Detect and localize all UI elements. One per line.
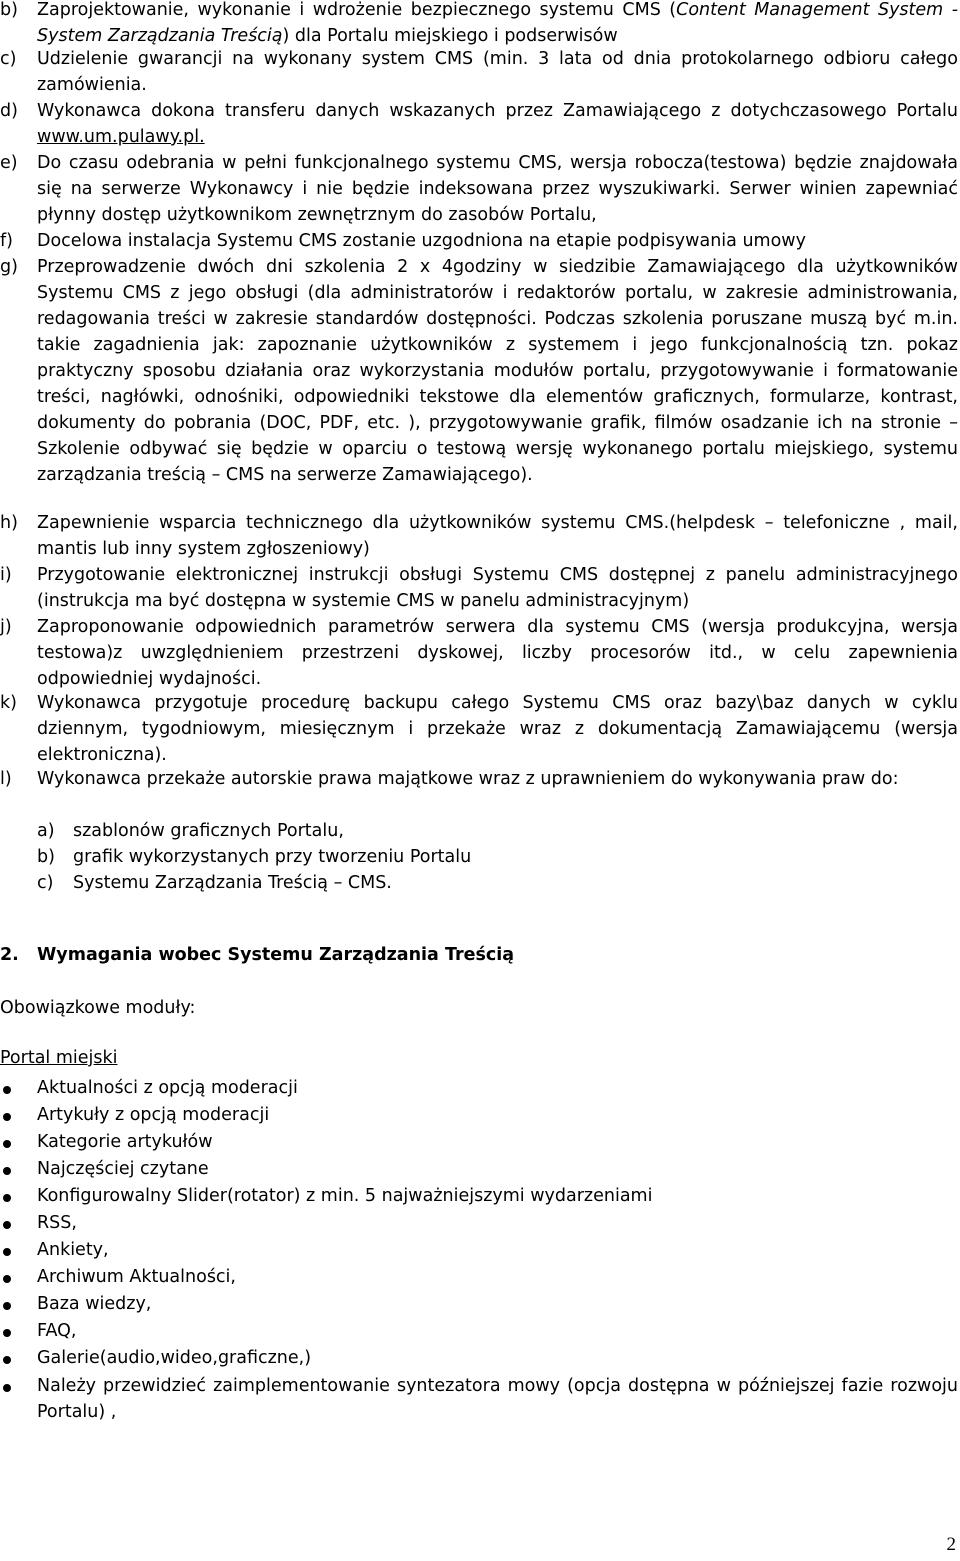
item-label: i): [0, 565, 12, 585]
bullet-icon: [3, 1329, 11, 1337]
bullet-icon: [3, 1221, 11, 1229]
list-item-k: [0, 690, 958, 768]
bullet-item: [0, 1129, 958, 1155]
list-item-g: [0, 254, 958, 488]
bullet-item: [0, 1075, 958, 1101]
list-item-l: [0, 766, 958, 792]
item-text: Docelowa instalacja Systemu CMS zostanie uzgodniona na etapie podpisywania umowy: [37, 231, 806, 251]
bullet-icon: [3, 1140, 11, 1148]
list-item-c: [0, 46, 958, 98]
item-text: Przeprowadzenie dwóch dni szkolenia 2 x 4godziny w siedzibie Zamawiającego dla użytkowników Systemu CMS z jego obsługi (dla administratorów i redaktorów portalu, w zakresie administrowania, redagowania treści w zakresie standardów dostępności. Podczas szkolenia poruszane muszą być m.in. takie zagadnienia jak: zapoznanie użytkowników z systemem i jego funkcjonalnością tzn. pokaz praktyczny sposobu działania oraz wykorzystania modułów portalu, przygotowywanie i formatowanie treści, nagłówki, odnośniki, odpowiedniki tekstowe dla elementów graficznych, formularze, kontrast, dokumenty do pobrania (DOC, PDF, etc. ), przygotowywanie grafik, filmów osadzanie ich na stronie – Szkolenie odbywać się będzie w oparciu o testową wersję wykonanego portalu miejskiego, systemu zarządzania treścią – CMS na serwerze Zamawiającego).: [37, 257, 958, 485]
section-title: Wymagania wobec Systemu Zarządzania Treścią: [37, 945, 515, 965]
item-text: Wykonawca przygotuje procedurę backupu całego Systemu CMS oraz bazy\baz danych w cyklu dziennym, tygodniowym, miesięcznym i przekaże wraz z dokumentacją Zamawiającemu (wersja elektroniczna).: [37, 693, 958, 765]
bullet-icon: [3, 1275, 11, 1283]
item-text: Zapewnienie wsparcia technicznego dla użytkowników systemu CMS.(helpdesk – telefoniczne , mail, mantis lub inny system zgłoszeniowy): [37, 513, 958, 559]
item-text: Udzielenie gwarancji na wykonany system CMS (min. 3 lata od dnia protokolarnego odbioru całego zamówienia.: [37, 49, 958, 95]
bullet-text: Baza wiedzy,: [37, 1294, 152, 1314]
page-number: 2: [946, 1534, 956, 1555]
item-label: k): [0, 693, 17, 713]
portal-label: Portal miejski: [0, 1048, 118, 1068]
bullet-icon: [3, 1194, 11, 1202]
sub-item-text: grafik wykorzystanych przy tworzeniu Portalu: [73, 847, 472, 867]
sub-item-label: b): [37, 847, 55, 867]
bullet-item: [0, 1183, 958, 1209]
list-item-f: [0, 228, 958, 254]
bullet-text: RSS,: [37, 1213, 77, 1233]
sub-list-item-b: [37, 844, 471, 870]
list-item-d: [0, 98, 958, 150]
bullet-item: [0, 1237, 958, 1263]
bullet-item: [0, 1102, 958, 1128]
bullet-text: Najczęściej czytane: [37, 1159, 209, 1179]
list-item-j: [0, 614, 958, 692]
sub-list-item-c: [37, 870, 392, 896]
bullet-item: [0, 1318, 958, 1344]
item-text: ) dla Portalu miejskiego i podserwisów: [282, 26, 618, 46]
item-text: Zaprojektowanie, wykonanie i wdrożenie bezpiecznego systemu CMS (: [37, 0, 677, 20]
sub-item-text: szablonów graficznych Portalu,: [73, 821, 344, 841]
bullet-icon: [3, 1384, 11, 1392]
portal-link[interactable]: www.um.pulawy.pl.: [37, 127, 205, 147]
sub-item-label: c): [37, 873, 54, 893]
item-label: j): [0, 617, 12, 637]
bullet-icon: [3, 1356, 11, 1364]
item-label: d): [0, 101, 18, 121]
bullet-item: [0, 1264, 958, 1290]
bullet-icon: [3, 1248, 11, 1256]
bullet-item: [0, 1291, 958, 1317]
bullet-text: Kategorie artykułów: [37, 1132, 213, 1152]
bullet-item: [0, 1345, 958, 1371]
bullet-item: [0, 1210, 958, 1236]
item-label: c): [0, 49, 17, 69]
bullet-icon: [3, 1086, 11, 1094]
sub-list-item-a: [37, 818, 344, 844]
item-label: l): [0, 769, 12, 789]
list-item-i: [0, 562, 958, 614]
item-label: b): [0, 0, 18, 20]
item-text-italic: Content Management System - System Zarządzania Treścią: [37, 0, 959, 46]
modules-label: Obowiązkowe moduły:: [0, 998, 196, 1018]
item-label: e): [0, 153, 18, 173]
item-text: Wykonawca przekaże autorskie prawa majątkowe wraz z uprawnieniem do wykonywania praw do:: [37, 769, 899, 789]
item-text: Do czasu odebrania w pełni funkcjonalnego systemu CMS, wersja robocza(testowa) będzie znajdowała się na serwerze Wykonawcy i nie będzie indeksowana przez wyszukiwarki. Serwer winien zapewniać płynny dostęp użytkownikom zewnętrznym do zasobów Portalu,: [37, 153, 958, 225]
bullet-icon: [3, 1113, 11, 1121]
sub-item-label: a): [37, 821, 55, 841]
bullet-icon: [3, 1302, 11, 1310]
item-label: f): [0, 231, 13, 251]
bullet-text: Galerie(audio,wideo,graficzne,): [37, 1348, 312, 1368]
bullet-text: Aktualności z opcją moderacji: [37, 1078, 298, 1098]
list-item-e: [0, 150, 958, 228]
bullet-text: Archiwum Aktualności,: [37, 1267, 236, 1287]
list-item-h: [0, 510, 958, 562]
item-text: Wykonawca dokona transferu danych wskazanych przez Zamawiającego z dotychczasowego Portalu: [37, 101, 958, 121]
list-item-b: [0, 0, 958, 49]
item-label: g): [0, 257, 18, 277]
item-text: Przygotowanie elektronicznej instrukcji obsługi Systemu CMS dostępnej z panelu administracyjnego (instrukcja ma być dostępna w systemie CMS w panelu administracyjnym): [37, 565, 958, 611]
bullet-text: Ankiety,: [37, 1240, 109, 1260]
section-number: 2.: [0, 945, 19, 965]
item-label: h): [0, 513, 18, 533]
bullet-item: [0, 1156, 958, 1182]
item-text: Zaproponowanie odpowiednich parametrów serwera dla systemu CMS (wersja produkcyjna, wersja testowa)z uwzględnieniem przestrzeni dyskowej, liczby procesorów itd., w celu zapewnienia odpowiedniej wydajności.: [37, 617, 958, 689]
sub-item-text: Systemu Zarządzania Treścią – CMS.: [73, 873, 392, 893]
bullet-text: Artykuły z opcją moderacji: [37, 1105, 270, 1125]
bullet-item: [0, 1373, 958, 1425]
bullet-icon: [3, 1167, 11, 1175]
bullet-text: FAQ,: [37, 1321, 77, 1341]
bullet-text: Należy przewidzieć zaimplementowanie syntezatora mowy (opcja dostępna w późniejszej fazie rozwoju Portalu) ,: [37, 1376, 958, 1422]
bullet-text: Konfigurowalny Slider(rotator) z min. 5 najważniejszymi wydarzeniami: [37, 1186, 653, 1206]
